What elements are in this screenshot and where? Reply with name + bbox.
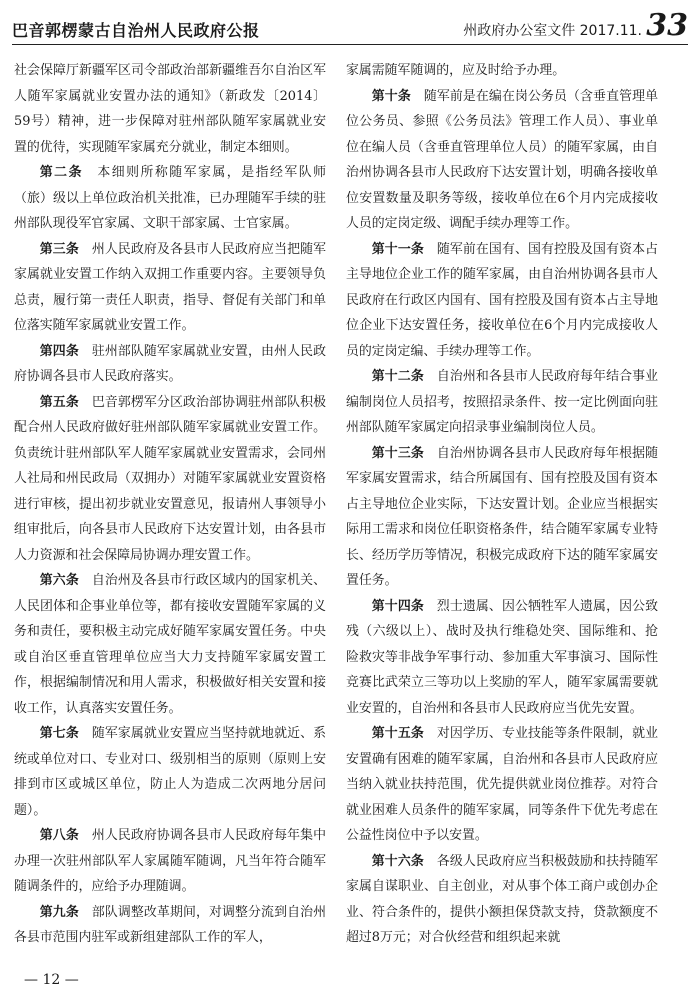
article-paragraph [14,339,326,390]
left-column [14,58,326,958]
article-number: 第九条 [39,904,79,920]
article-number: 第十一条 [371,241,424,257]
page-number: — 12 — [24,972,79,988]
article-number: 第三条 [39,241,79,257]
article-paragraph [346,849,658,951]
article-paragraph [346,441,658,594]
article-paragraph [346,721,658,849]
article-number: 第十条 [371,88,411,104]
article-text: 本细则所称随军家属，是指经军队师（旅）级以上单位政治机关批准，已办理随军手续的驻州部队现役军官家属、文职干部家属、士官家属。 [14,165,326,231]
issue-number: 33 [646,8,688,43]
article-paragraph [346,58,658,84]
article-number: 第十六条 [371,853,424,869]
article-text: 州人民政府协调各县市人民政府每年集中办理一次驻州部队军人家属随军随调，凡当年符合随军随调条件的，应给予办理随调。 [14,828,326,894]
article-paragraph [14,721,326,823]
article-text: 州人民政府及各县市人民政府应当把随军家属就业安置工作纳入双拥工作重要内容。主要领导负总责，履行第一责任人职责，指导、督促有关部门和单位落实随军家属就业安置工作。 [14,241,326,333]
article-paragraph [346,237,658,365]
article-text: 对因学历、专业技能等条件限制，就业安置确有困难的随军家属，自治州和各县市人民政府应当纳入就业扶持范围，优先提供就业岗位推荐。对符合就业困难人员条件的随军家属，同等条件下优先考虑在公益性岗位中予以安置。 [346,726,658,843]
article-paragraph [14,237,326,339]
article-number: 第四条 [39,343,79,359]
article-text: 部队调整改革期间，对调整分流到自治州各县市范围内驻军或新组建部队工作的军人， [14,904,326,945]
article-number: 第十三条 [371,445,424,461]
article-text: 自治州协调各县市人民政府每年根据随军家属安置需求，结合所属国有、国有控股及国有资本占主导地位企业实际，下达安置计划。企业应当根据实际用工需求和岗位任职资格条件，结合随军家属专业特长、经历学历等情况，积极完成政府下达的随军家属安置任务。 [346,445,658,588]
article-text: 自治州和各县市人民政府每年结合事业编制岗位人员招考，按照招录条件、按一定比例面向驻州部队随军家属定向招录事业编制岗位人员。 [346,369,658,435]
article-paragraph [14,823,326,900]
article-paragraph [14,390,326,569]
article-number: 第八条 [39,828,79,843]
publication-title: 巴音郭楞蒙古自治州人民政府公报 [12,21,260,40]
article-number: 第二条 [39,165,83,180]
article-text: 家属需随军随调的，应及时给予办理。 [346,63,566,78]
article-text: 自治州及各县市行政区域内的国家机关、人民团体和企事业单位等，都有接收安置随军家属的义务和责任，要积极主动完成好随军家属安置任务。中央或自治区垂直管理单位应当大力支持随军家属安置工作，根据编制情况和用人需求，积极做好相关安置和接收工作，认真落实安置任务。 [14,573,326,716]
article-paragraph [14,900,326,951]
article-text: 各级人民政府应当积极鼓励和扶持随军家属自谋职业、自主创业，对从事个体工商户或创办企业、符合条件的，提供小额担保贷款支持，贷款额度不超过8万元；对合伙经营和组织起来就 [346,853,658,945]
article-number: 第七条 [39,726,79,741]
article-text: 巴音郭楞军分区政治部协调驻州部队积极配合州人民政府做好驻州部队随军家属就业安置工作。负责统计驻州部队军人随军家属就业安置需求，会同州人社局和州民政局（双拥办）对随军家属就业安置资格进行审核，提出初步就业安置意见，报请州人事领导小组审批后，向各县市人民政府下达安置计划，由各县市人力资源和社会保障局协调办理安置工作。 [14,394,326,563]
right-column [346,58,658,958]
article-number: 第十二条 [371,369,424,384]
article-paragraph [346,364,658,441]
article-text: 驻州部队随军家属就业安置，由州人民政府协调各县市人民政府落实。 [14,343,326,384]
article-text: 随军前在国有、国有控股及国有资本占主导地位企业工作的随军家属，由自治州协调各县市人民政府在行政区内国有、国有控股及国有资本占主导地位企业下达安置任务，接收单位在6个月内完成接收人员的定岗定编、手续办理等工作。 [346,241,658,359]
article-number: 第十五条 [371,726,424,741]
article-number: 第十四条 [371,598,424,614]
article-number: 第六条 [39,573,79,588]
article-paragraph [14,58,326,160]
article-number: 第五条 [39,394,79,410]
article-text: 随军前是在编在岗公务员（含垂直管理单位公务员、参照《公务员法》管理工作人员）、事业单位在编人员（含垂直管理单位人员）的随军家属，由自治州协调各县市人民政府下达安置计划，明确各接收单位安置数量及职务等级，接收单位在6个月内完成接收人员的定岗定级、调配手续办理等工作。 [346,88,658,231]
document-section: 州政府办公室文件 2017.11. [463,23,642,39]
article-paragraph [14,160,326,237]
article-text: 烈士遗属、因公牺牲军人遗属，因公致残（六级以上）、战时及执行维稳处突、国际维和、抢险救灾等非战争军事行动、参加重大军事演习、国际性竞赛比武荣立三等功以上奖励的军人，随军家属需要就业安置的，自治州和各县市人民政府应当优先安置。 [346,598,658,716]
page-header [12,8,688,45]
article-text: 随军家属就业安置应当坚持就地就近、系统或单位对口、专业对口、级别相当的原则（原则上安排到市区或城区单位，防止人为造成二次两地分居问题）。 [14,726,326,818]
article-paragraph [14,568,326,721]
article-paragraph [346,594,658,722]
article-text: 社会保障厅新疆军区司令部政治部新疆维吾尔自治区军人随军家属就业安置办法的通知》（新政发〔2014〕59号）精神，进一步保障对驻州部队随军家属就业安置的优待，实现随军家属充分就业，制定本细则。 [14,63,326,155]
article-paragraph [346,84,658,237]
